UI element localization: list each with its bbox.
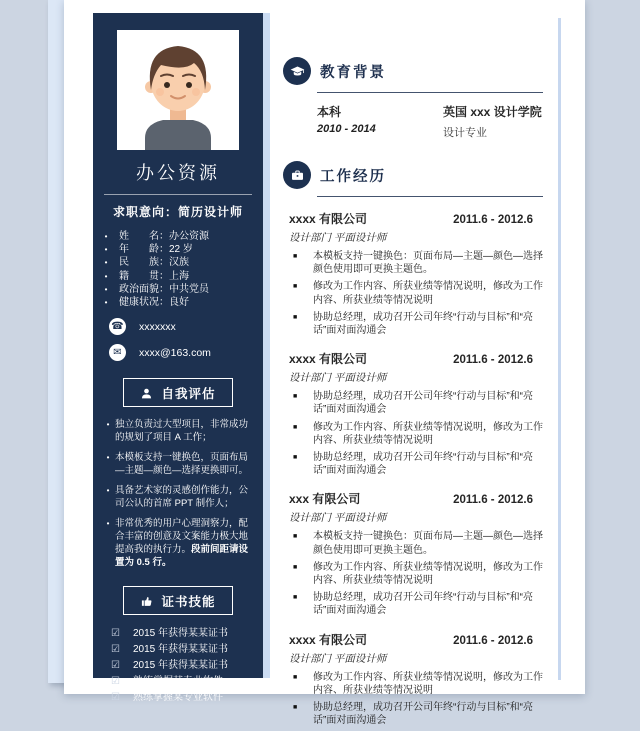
cert-text: 熟练掌握某专业软件: [133, 676, 223, 688]
bullet-dot-icon: •: [106, 519, 110, 529]
entry-period: 2011.6 - 2012.6: [453, 634, 533, 647]
personal-details-list: [93, 230, 263, 309]
candidate-name: 办公资源: [136, 163, 220, 183]
self-eval-text: 独立负责过大型项目，非常成功的规划了项目 A 工作；: [115, 419, 249, 444]
bullet-text: 修改为工作内容、所获业绩等情况说明，修改为工作内容、所获业绩等情况说明: [313, 421, 543, 446]
cert-item: [111, 690, 263, 706]
work-section: [283, 161, 547, 727]
checkbox-icon: ☑: [111, 676, 120, 688]
entry-header: [283, 631, 547, 648]
profile-photo: [117, 30, 239, 150]
bullet-square-icon: ■: [293, 393, 298, 401]
entry-bullet: [283, 390, 547, 416]
bullet-dot-icon: •: [106, 486, 110, 496]
self-eval-list: [93, 418, 263, 569]
cert-text: 2015 年获得某某证书: [133, 628, 229, 640]
bullet-square-icon: ■: [293, 423, 298, 431]
detail-text: 民 族：汉族: [119, 257, 189, 269]
work-underline: [317, 196, 543, 197]
work-title: 工作经历: [320, 168, 386, 185]
school-name: 英国 xxx 设计学院: [443, 105, 542, 119]
detail-text: 健康状况：良好: [119, 297, 189, 309]
education-header: [283, 57, 547, 85]
education-entry: [317, 103, 547, 140]
entry-bullet: [283, 561, 547, 587]
bullet-square-icon: ■: [293, 673, 298, 681]
self-eval-item: [101, 517, 253, 569]
work-entry: [283, 631, 547, 728]
entry-header: [283, 350, 547, 367]
avatar-illustration: [117, 30, 239, 150]
entry-bullet: [283, 421, 547, 447]
bullet-square-icon: ■: [293, 563, 298, 571]
work-entry: [283, 350, 547, 477]
company-name: xxxx 有限公司: [289, 352, 368, 367]
entry-period: 2011.6 - 2012.6: [453, 354, 533, 367]
entry-bullets: [283, 250, 547, 337]
bullet-square-icon: ■: [293, 594, 298, 602]
briefcase-icon: [283, 161, 311, 189]
work-entry: [283, 210, 547, 337]
degree: 本科: [317, 105, 342, 119]
entry-bullet: [283, 280, 547, 306]
cert-item: [111, 642, 263, 658]
sidebar: [93, 13, 263, 704]
cert-item: [111, 658, 263, 674]
entry-bullet: [283, 250, 547, 276]
entry-role: 设计部门 平面设计师: [289, 652, 387, 665]
entry-bullets: [283, 530, 547, 617]
bullet-text: 修改为工作内容、所获业绩等情况说明，修改为工作内容、所获业绩等情况说明: [313, 671, 543, 696]
bullet-dot-icon: •: [104, 298, 108, 308]
bullet-dot-icon: •: [104, 232, 108, 241]
education-section: [283, 57, 547, 140]
bullet-text: 修改为工作内容、所获业绩等情况说明，修改为工作内容、所获业绩等情况说明: [313, 561, 543, 587]
education-school-block: [443, 103, 542, 140]
certs-title: 证书技能: [161, 595, 216, 610]
job-objective: 求职意向：简历设计师: [112, 205, 243, 219]
bullet-dot-icon: •: [106, 420, 110, 430]
entry-bullet: [283, 671, 547, 697]
education-period: 2010 - 2014: [317, 123, 376, 135]
self-eval-item: [101, 451, 253, 477]
entry-bullet: [283, 530, 547, 556]
bullet-text: 本模板支持一键换色：页面布局—主题—颜色—选择颜色使用即可更换主题色。: [313, 251, 543, 276]
detail-row: [93, 283, 263, 296]
bullet-square-icon: ■: [293, 283, 298, 291]
cert-text: 2015 年获得某某证书: [133, 644, 229, 656]
bullet-text: 协助总经理，成功召开公司年终“行动与目标”和“亮话”面对面沟通会: [313, 311, 533, 337]
cert-text: 2015 年获得某某证书: [133, 660, 229, 672]
name-divider: [104, 194, 252, 195]
bullet-text: 修改为工作内容、所获业绩等情况说明，修改为工作内容、所获业绩等情况说明: [313, 281, 543, 306]
bullet-text: 协助总经理，成功召开公司年终“行动与目标”和“亮话”面对面沟通会: [313, 702, 533, 727]
entry-header: [283, 490, 547, 507]
self-eval-text: 具备艺术家的灵感创作能力，公司公认的首席 PPT 制作人；: [115, 485, 249, 510]
detail-text: 籍 贯：上海: [119, 270, 189, 282]
entry-bullet: [283, 701, 547, 727]
entry-role: 设计部门 平面设计师: [289, 372, 387, 385]
thumb-up-icon: [140, 595, 153, 608]
work-entry: [283, 490, 547, 617]
education-underline: [317, 92, 543, 93]
company-name: xxx 有限公司: [289, 492, 361, 507]
detail-row: [93, 256, 263, 269]
detail-row: [93, 270, 263, 283]
self-eval-header: [123, 378, 233, 407]
entry-bullet: [283, 591, 547, 617]
bullet-square-icon: ■: [293, 454, 298, 462]
bullet-square-icon: ■: [293, 533, 298, 541]
detail-text: 姓 名：办公资源: [119, 231, 209, 242]
sidebar-accent-strip: [263, 13, 270, 678]
entry-bullet: [283, 311, 547, 337]
bullet-dot-icon: •: [106, 453, 110, 463]
self-eval-item: [101, 484, 253, 510]
entry-bullets: [283, 390, 547, 477]
checkbox-icon: ☑: [111, 628, 120, 640]
person-icon: [140, 387, 153, 400]
work-entries: [283, 210, 547, 727]
bullet-dot-icon: •: [104, 271, 108, 281]
bullet-text: 协助总经理，成功召开公司年终“行动与目标”和“亮话”面对面沟通会: [313, 592, 533, 617]
bullet-text: 协助总经理，成功召开公司年终“行动与目标”和“亮话”面对面沟通会: [313, 391, 533, 416]
education-degree-block: [317, 103, 443, 140]
phone-row: [109, 318, 263, 335]
entry-period: 2011.6 - 2012.6: [453, 214, 533, 226]
certs-header: [123, 586, 233, 615]
certs-list: [93, 626, 263, 706]
detail-row: [93, 243, 263, 256]
bullet-dot-icon: •: [104, 284, 108, 294]
detail-row: [93, 296, 263, 309]
self-eval-item: [101, 418, 253, 444]
bullet-square-icon: ■: [293, 704, 298, 712]
detail-text: 政治面貌：中共党员: [119, 283, 209, 295]
work-header: [283, 161, 547, 189]
detail-row: [93, 230, 263, 243]
entry-period: 2011.6 - 2012.6: [453, 494, 533, 507]
entry-bullet: [283, 451, 547, 477]
checkbox-icon: ☑: [111, 692, 120, 704]
email-value: xxxx@163.com: [139, 346, 211, 359]
entry-role: 设计部门 平面设计师: [289, 512, 387, 525]
major: 设计专业: [443, 127, 487, 139]
cert-text: 熟练掌握某专业软件: [133, 692, 223, 704]
bullet-dot-icon: •: [104, 258, 108, 268]
cert-item: [111, 626, 263, 642]
self-eval-title: 自我评估: [161, 387, 216, 402]
bullet-dot-icon: •: [104, 245, 108, 255]
self-eval-text: 非常优秀的用户心理洞察力，配合丰富的创意及文案能力极大地提高我的执行力。段前间距请设置为 0.5 行。: [115, 518, 249, 569]
phone-icon: ☎: [109, 318, 126, 335]
cert-item: [111, 674, 263, 690]
bullet-square-icon: ■: [293, 253, 298, 260]
checkbox-icon: ☑: [111, 660, 120, 672]
email-row: [109, 344, 263, 361]
entry-header: [283, 210, 547, 227]
main-content: [283, 57, 547, 731]
bullet-text: 本模板支持一键换色：页面布局—主题—颜色—选择颜色使用即可更换主题色。: [313, 531, 543, 556]
graduation-cap-icon: [283, 57, 311, 85]
self-eval-text: 本模板支持一键换色，页面布局—主题—颜色—选择更换即可。: [115, 452, 249, 477]
phone-value: xxxxxxx: [139, 320, 176, 333]
checkbox-icon: ☑: [111, 644, 120, 656]
entry-role: 设计部门 平面设计师: [289, 232, 387, 244]
resume-page: [64, 0, 585, 727]
company-name: xxxx 有限公司: [289, 632, 368, 647]
email-icon: ✉: [109, 344, 126, 361]
right-border-line: [558, 18, 561, 680]
bullet-text: 协助总经理，成功召开公司年终“行动与目标”和“亮话”面对面沟通会: [313, 452, 533, 477]
detail-text: 年 龄：22 岁: [119, 244, 193, 256]
entry-bullets: [283, 671, 547, 728]
company-name: xxxx 有限公司: [289, 212, 368, 226]
education-title: 教育背景: [320, 64, 386, 81]
bullet-square-icon: ■: [293, 313, 298, 321]
